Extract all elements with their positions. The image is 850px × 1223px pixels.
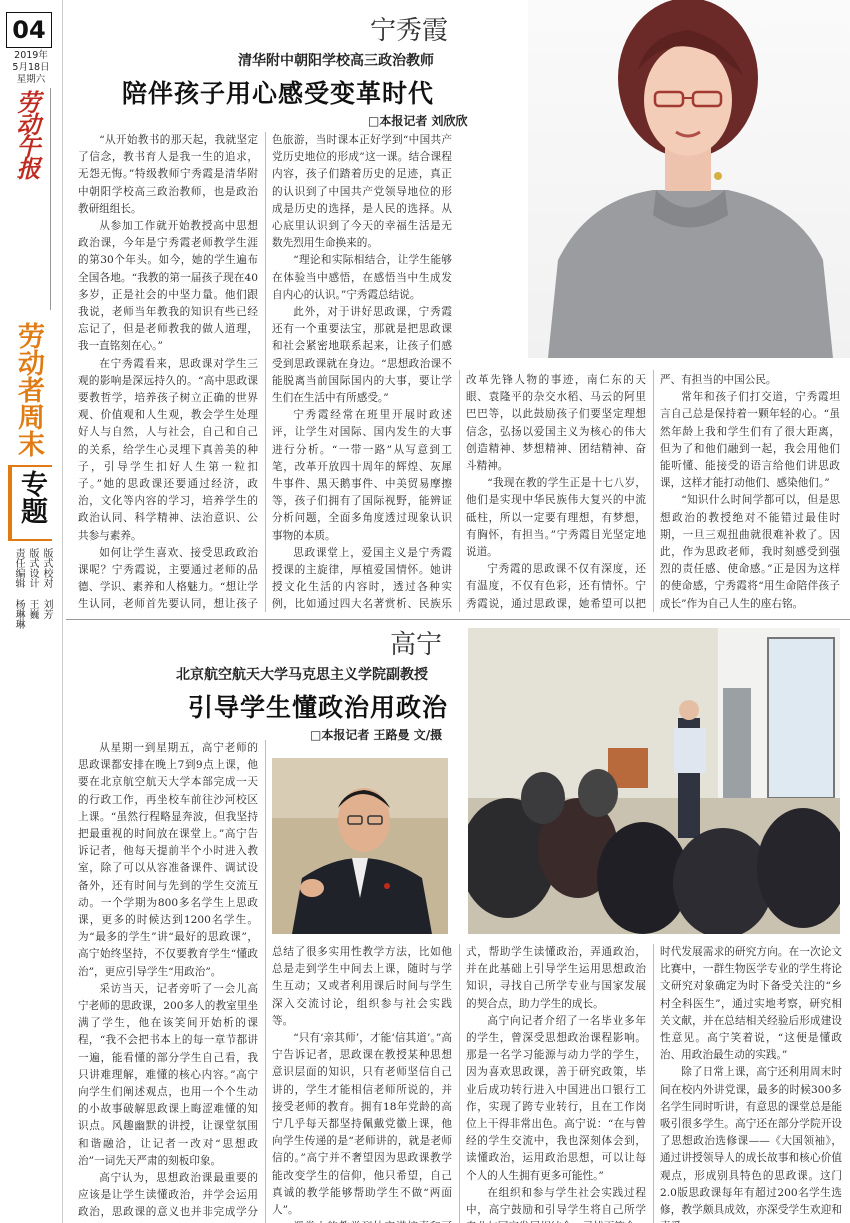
paragraph: 采访当天，记者旁听了一会儿高宁老师的思政课，200多人的教室里坐满了学生，他在该笑间开始析的课程，“我不会把书本上的每一章节都讲一遍，能看懂的部分学生自己看，我只讲难理解，难懂的核心内容。”高宁向学生们阐述观点，也用一个个生动的小故事破解思政课上晦涩难懂的知识点。风趣幽默的讲授，让课堂氛围和谐融洽，让记者一改对“思想政治”一词先天严肃的刻板印象。 xyxy=(78,982,258,1167)
paragraph: 从参加工作就开始教授高中思想政治课，今年是宁秀霞老师教学生涯的第30个年头。如今，她的学生遍布全国各地。“我教的第一届孩子现在40多岁，正是社会的中坚力量。他们跟我说，老师当年教我的知识有些已经忘记了，但是老师教我的做人道理，我一直铭刻在心。” xyxy=(78,220,258,353)
article2-byline: □本报记者 王路曼 文/摄 xyxy=(310,728,443,742)
paragraph: 严、有担当的中国公民。 xyxy=(660,374,777,386)
paragraph xyxy=(272,1219,452,1223)
article1-subtitle: 清华附中朝阳学校高三政治教师 xyxy=(238,53,434,69)
article1-headline: 陪伴孩子用心感受变革时代 xyxy=(122,79,435,108)
paragraph: 高宁向记者介绍了一名毕业多年的学生，曾深受思想政治课程影响。那是一名学习能源与动力学的学生，因为喜欢思政课，善于研究政策，毕业后成功转行进入中国进出口银行工作，实现了跨专业转行，且在工作岗位上干得非常出色。高宁说：“在与曾经的学生交流中，我也深刻体会到，读懂政治，运用政治思想，可以让每个人的人生拥有更多可能性。” xyxy=(466,1014,646,1182)
credits-design: 版式设计 王巍 xyxy=(27,548,38,619)
paragraph: 宁秀霞经常在班里开展时政述评，让学生对国际、国内发生的大事进行分析。“一带一路”从写意到工笔，改革开放四十周年的辉煌、灰犀牛事件、黑天鹅事件、中美贸易摩擦等，孩子们拥有了国际视野，能辨证分析问题，全面多角度透过现象认识事物的本质。 xyxy=(272,409,452,542)
article2-column-4 xyxy=(660,944,842,1223)
article1-column-1 xyxy=(78,132,258,612)
teacher-photo xyxy=(272,758,448,934)
issue-date xyxy=(6,50,56,86)
paragraph: “理论和实际相结合，让学生能够在体验当中感悟，在感悟当中生成发自内心的认识。”宁秀霞总结说。 xyxy=(272,254,452,301)
paragraph: 从星期一到星期五，高宁老师的思政课都安排在晚上7到9点上课，他要在北京航空航天大学本部完成一天的行政工作，再坐校车前往沙河校区上课。“虽然行程略显奔波，但我坚持把最重视的时间放在课堂上。”高宁告诉记者，他每天提前半个小时进入教室，除了可以从容准备课件、调试设备外，还有时间与先到的学生交流互动。一个学期为800多名学生上思政课，更多的时候达到1200名学生。为“最多的学生”讲“最好的思政课”，高宁始终坚持，不仅要教育学生“懂政治”，更应引导学生“用政治”。 xyxy=(78,742,258,978)
paper-logo: 劳动午报 xyxy=(12,90,41,178)
paragraph: 宁秀霞的思政课不仅有深度，还有温度，不仅有色彩，还有情怀。宁秀霞说，通过思政课，她希望可以把 xyxy=(466,563,646,610)
paragraph: 高宁认为，思想政治课最重要的应该是让学生读懂政治，并学会运用政治，思政课的意义也并非完成学分 xyxy=(78,1172,258,1219)
article1-column-4 xyxy=(660,372,840,612)
paragraph: 总结了很多实用性教学方法，比如他总是走到学生中间去上课，随时与学生互动；又或者利用课后时间与学生深入交流讨论，组织参与社会实践等。 xyxy=(272,946,452,1027)
article2-column-3 xyxy=(466,944,646,1223)
paragraph: “知识什么时间学都可以，但是思想政治的教授绝对不能错过最佳时期，一旦三观扭曲就很难补救了。因此，作为思政老师，我时刻感受到强烈的责任感、使命感。”正是因为这样的使命感，宁秀霞将“用生命陪伴孩子成长”作为自己人生的座右铭。 xyxy=(660,494,840,610)
paragraph: 如何让学生喜欢、接受思政政治课呢？宁秀霞说，主要通过老师的品德、学识、素养和人格魅力。“想让学生认同，老师首先要认同，想让孩子 xyxy=(78,546,258,611)
paragraph: 时代发展需求的研究方向。在一次论文比赛中，一群生物医学专业的学生将论文研究对象确定为时下备受关注的“乡村全科医生”，通过实地考察，研究相关文献，并在总结相关经验后形成建设性意见。高宁笑着说，“这便是懂政治、用政治最生动的实践。” xyxy=(660,946,842,1062)
paragraph: 思政课堂上，爱国主义是宁秀霞授课的主旋律，厚植爱国情怀。她讲授文化生活的内容时，透过各种实例，比如通过四大名著赏析、民族乐 xyxy=(272,546,452,611)
article2-headline: 引导学生懂政治用政治 xyxy=(188,693,449,722)
paragraph: 式，帮助学生读懂政治，弄通政治，并在此基础上引导学生运用思想政治知识，寻找自己所学专业与国家发展的契合点，助力学生的成长。 xyxy=(466,946,646,1010)
article1-byline: □本报记者 刘欣欣 xyxy=(368,114,468,128)
credits-proof: 版式校对 刘芳 xyxy=(41,548,52,619)
weekday: 星期六 xyxy=(16,74,46,85)
column-rule xyxy=(653,944,654,1223)
paragraph: 改革先锋人物的事迹，南仁东的天眼、袁隆平的杂交水稻、马云的阿里巴巴等，以此鼓励孩子们要坚定理想信念，弘扬以爱国主义为核心的伟大创造精神、梦想精神、团结精神、奋斗精神。 xyxy=(466,374,646,473)
paragraph: 除了日常上课，高宁还利用周末时间在校内外讲党课，最多的时候300多名学生同时听讲，有意思的课堂总是能吸引很多学生。高宁还在部分学院开设了思想政治选修课——《大国领袖》，通过讲授领导人的成长故事和核心价值观点，形成别具特色的思政课。这门2.0版思政课每年有超过200名学生选修，教学颇具成效，亦深受学生欢迎和 xyxy=(660,1066,842,1217)
column-rule xyxy=(459,944,460,1223)
paragraph: 此外，对于讲好思政课，宁秀霞还有一个重要法宝，那就是把思政课和社会紧密地联系起来，让孩子们感受到思政课就在身边。“思想政治课不能脱离当前国际国内的大事，要让学生们在生活中有所感受。” xyxy=(272,306,452,405)
classroom-photo xyxy=(468,628,840,934)
paragraph: 在组织和参与学生社会实践过程中，高宁鼓励和引导学生将自己所学 xyxy=(466,1186,646,1217)
masthead-border xyxy=(62,0,63,1223)
article-divider xyxy=(66,619,850,620)
article2-column-2 xyxy=(272,944,452,1223)
topic-label: 专题 xyxy=(16,470,47,524)
page-number-box xyxy=(6,12,52,48)
date-year: 2019年 xyxy=(14,50,48,61)
page-number: 04 xyxy=(12,16,46,44)
paragraph: “从开始教书的那天起，我就坚定了信念，教书育人是我一生的追求，无怨无悔。”特级教师宁秀霞是清华附中朝阳学校高三政治教师，也是政治教研组组长。 xyxy=(78,134,258,215)
article2-column-1 xyxy=(78,740,258,1223)
paragraph: “只有‘亲其师’，才能‘信其道’。”高宁告诉记者，思政课在教授某种思想意识层面的知识，只有老师坚信自己讲的，学生才能相信老师所说的，并接受老师的教育。拥有18年党龄的高宁几乎每天都坚持佩戴党徽上课，他向学生传递的是“老师讲的，就是老师信的。”高宁并不奢望因为思政课教学能改变学生的信仰，他只希望，自己真诚的教学能够帮助学生不做“两面人”。 xyxy=(272,1032,452,1217)
section-title: 劳动者周末 xyxy=(13,322,44,457)
logo-divider xyxy=(50,88,51,310)
article2-subtitle: 北京航空航天大学马克思主义学院副教授 xyxy=(176,667,428,683)
paragraph: “我现在教的学生正是十七八岁，他们是实现中华民族伟大复兴的中流砥柱，所以一定要有理想，有梦想，有胸怀，有担当。”宁秀霞目光坚定地说道。 xyxy=(466,477,646,559)
credits-editor: 责任编辑 杨琳琳 xyxy=(13,548,24,629)
paragraph: 常年和孩子们打交道，宁秀霞坦言自己总是保持着一颗年轻的心。“虽然年龄上我和学生们有了很大距离，但为了和他们融到一起，我会用他们能听懂、能接受的语言给他们讲思政课，这样才能打动他们、感染他们。” xyxy=(660,391,840,490)
article1-column-2 xyxy=(272,132,452,612)
teacher-illustration xyxy=(272,758,448,934)
date-day: 5月18日 xyxy=(12,62,50,73)
masthead xyxy=(0,0,58,1223)
paragraph: 在宁秀霞看来，思政课对学生三观的影响是深远持久的。“高中思政课要教哲学，培养孩子树立正确的世界观、价值观和人生观，教会学生处理好人与自然，人与社会，自己和自己的关系，给学生心灵埋下真善美的种子，引导学生扣好人生第一粒扣子。”她的思政课还要通过经济，政治，文化等内容的学习，培养学生的政治认同、科学精神、法治意识、公共参与素养。 xyxy=(78,357,258,542)
article2-name: 高宁 xyxy=(390,630,443,660)
portrait-illustration xyxy=(528,0,850,358)
article1-name: 宁秀霞 xyxy=(370,16,449,46)
article1-portrait xyxy=(528,0,850,358)
column-rule xyxy=(459,370,460,612)
paragraph: 色旅游，当时课本正好学到“中国共产党历史地位的形成”这一课。结合课程内容，孩子们踏着历史的足迹，真正的认识到了中国共产党领导地位的形成是历史的选择，是人民的选择。从心底里认识到了今天的幸福生活是无数先烈用生命换来的。 xyxy=(272,134,452,250)
column-rule xyxy=(653,370,654,612)
article1-column-3 xyxy=(466,372,646,612)
column-rule xyxy=(265,740,266,1223)
column-rule xyxy=(265,132,266,612)
classroom-illustration xyxy=(468,628,840,934)
